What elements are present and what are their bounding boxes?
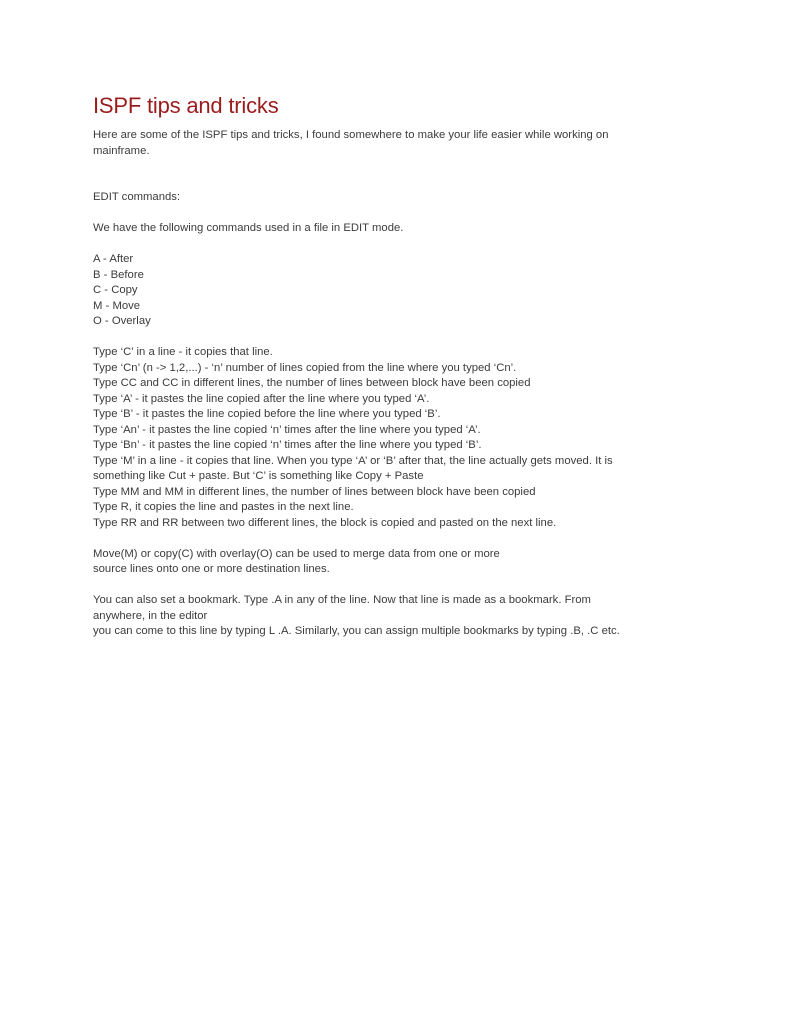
intro-line: Here are some of the ISPF tips and tricks, I found somewhere to make your life easier while working on xyxy=(93,129,609,141)
bookmark-note-line: You can also set a bookmark. Type .A in any of the line. Now that line is made as a bookmark. From xyxy=(93,594,591,606)
usage-line: Type CC and CC in different lines, the number of lines between block have been copied xyxy=(93,377,531,389)
command-item: C - Copy xyxy=(93,284,138,296)
intro-paragraph xyxy=(93,128,693,159)
usage-line: Type R, it copies the line and pastes in the next line. xyxy=(93,501,354,513)
command-item: A - After xyxy=(93,253,134,265)
usage-line: Type ‘M’ in a line - it copies that line. When you type ‘A’ or ‘B’ after that, the line actually gets moved. It is xyxy=(93,454,613,467)
usage-line: Type ‘Bn’ - it pastes the line copied ‘n’ times after the line where you typed ‘B’. xyxy=(93,439,482,451)
commands-list xyxy=(93,252,693,330)
merge-note-line: Move(M) or copy(C) with overlay(O) can be used to merge data from one or more xyxy=(93,547,500,560)
usage-line: Type ‘Cn’ (n -> 1,2,...) - ‘n’ number of lines copied from the line where you typed ‘Cn’. xyxy=(93,361,517,374)
bookmark-note-line: anywhere, in the editor xyxy=(93,609,208,622)
page-title: ISPF tips and tricks xyxy=(93,93,279,118)
intro-line: mainframe. xyxy=(93,144,150,157)
usage-line: Type RR and RR between two different lines, the block is copied and pasted on the next line. xyxy=(93,516,557,529)
usage-line: Type MM and MM in different lines, the number of lines between block have been copied xyxy=(93,485,536,498)
merge-note-line: source lines onto one or more destination lines. xyxy=(93,563,330,575)
command-item: B - Before xyxy=(93,268,144,281)
command-item: M - Move xyxy=(93,299,141,312)
bookmark-note-line: you can come to this line by typing L .A. Similarly, you can assign multiple bookmarks by typing .B, .C etc. xyxy=(93,625,620,637)
command-item: O - Overlay xyxy=(93,315,151,327)
usage-line: Type ‘C’ in a line - it copies that line. xyxy=(93,346,273,358)
usage-line: Type ‘B’ - it pastes the line copied before the line where you typed ‘B’. xyxy=(93,408,441,420)
section-heading: EDIT commands: xyxy=(93,191,181,203)
bookmark-note xyxy=(93,593,693,640)
merge-note xyxy=(93,547,693,578)
usage-line: Type ‘An’ - it pastes the line copied ‘n’ times after the line where you typed ‘A’. xyxy=(93,423,481,436)
usage-line: Type ‘A’ - it pastes the line copied after the line where you typed ‘A’. xyxy=(93,392,430,405)
usage-line: something like Cut + paste. But ‘C’ is something like Copy + Paste xyxy=(93,470,424,482)
document-page xyxy=(93,92,693,640)
usage-list xyxy=(93,345,693,531)
section-intro: We have the following commands used in a file in EDIT mode. xyxy=(93,222,404,234)
